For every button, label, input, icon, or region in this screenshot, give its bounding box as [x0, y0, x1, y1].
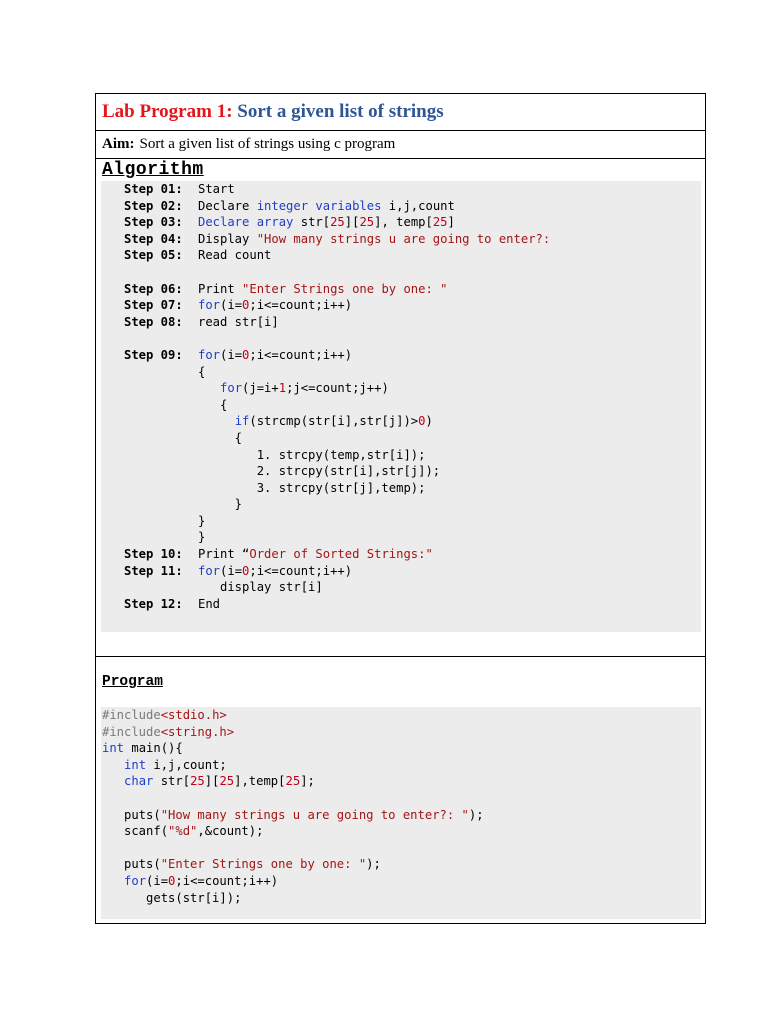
code-token: Print “	[198, 547, 250, 562]
code-token: Read count	[198, 248, 272, 263]
code-token: str[	[293, 215, 331, 230]
page-title	[96, 94, 705, 131]
code-token: i,j,count	[381, 198, 455, 213]
program-section	[96, 657, 705, 924]
code-token: int	[102, 741, 125, 756]
code-line	[102, 724, 484, 741]
code-token: ]	[447, 215, 455, 230]
step-text	[198, 181, 235, 198]
code-token: ;j<=count;j++)	[286, 381, 389, 396]
code-line	[102, 823, 484, 840]
code-token: for	[124, 873, 147, 888]
code-line	[102, 840, 484, 857]
algorithm-step	[96, 198, 550, 215]
algorithm-step	[96, 430, 550, 447]
step-text	[198, 546, 433, 563]
code-token: 3. strcpy(str[j],temp);	[198, 480, 426, 495]
algorithm-step	[96, 529, 550, 546]
code-token: int	[124, 757, 147, 772]
step-label	[96, 380, 198, 397]
code-line	[102, 790, 484, 807]
algorithm-step	[96, 364, 550, 381]
step-label	[96, 579, 198, 596]
step-text	[198, 480, 425, 497]
code-line	[102, 856, 484, 873]
code-token: 0	[242, 298, 250, 313]
code-token: #include	[102, 724, 161, 739]
algorithm-step	[96, 546, 550, 563]
code-token: {	[198, 430, 243, 445]
code-token: (i=	[220, 298, 243, 313]
code-line	[102, 873, 484, 890]
step-label: Step 05:	[124, 248, 183, 263]
algorithm-heading: Algorithm	[102, 160, 204, 180]
code-token: );	[366, 857, 381, 872]
code-token: 1. strcpy(temp,str[i]);	[198, 447, 426, 462]
code-token: 0	[168, 873, 176, 888]
step-label	[96, 447, 198, 464]
code-token: Print	[198, 281, 243, 296]
algorithm-step	[96, 181, 550, 198]
step-text	[198, 596, 220, 613]
algorithm-step	[96, 579, 550, 596]
code-token: for	[220, 381, 243, 396]
step-label: Step 10:	[124, 547, 183, 562]
aim-text: Sort a given list of strings using c program	[139, 136, 396, 152]
code-token: Display	[198, 231, 257, 246]
code-token: {	[198, 397, 228, 412]
code-token: ];	[300, 774, 315, 789]
algorithm-step	[96, 264, 550, 281]
lab-document	[95, 93, 706, 924]
title-colon: :	[226, 101, 238, 122]
code-token: (i=	[220, 347, 243, 362]
code-token: 25	[190, 774, 205, 789]
code-token: ][	[204, 774, 220, 789]
step-label	[96, 513, 198, 530]
step-text	[198, 413, 433, 430]
code-token: 2. strcpy(str[i],str[j]);	[198, 464, 441, 479]
algorithm-step	[96, 281, 550, 298]
step-text	[198, 297, 352, 314]
code-token: (i=	[220, 563, 243, 578]
code-token: ;i<=count;i++)	[249, 298, 353, 313]
code-token: }	[198, 513, 206, 528]
algorithm-step	[96, 413, 550, 430]
code-token: 1	[278, 381, 287, 396]
code-line	[102, 773, 484, 790]
step-label	[96, 496, 198, 513]
step-label	[96, 397, 198, 414]
step-label: Step 08:	[124, 314, 183, 329]
step-text	[198, 397, 227, 414]
step-text	[198, 198, 455, 215]
step-text	[198, 247, 271, 264]
code-token: gets(str[i]);	[102, 890, 242, 905]
algorithm-step	[96, 513, 550, 530]
code-token: "Enter Strings one by one: "	[242, 281, 448, 296]
step-label	[96, 330, 198, 347]
code-token: ,&count);	[197, 824, 264, 839]
step-text	[198, 529, 205, 546]
code-token: puts(	[102, 807, 161, 822]
code-token: Start	[198, 182, 235, 196]
code-block	[102, 707, 484, 906]
code-token: i,j,count;	[146, 757, 227, 772]
code-token: display str[i]	[198, 580, 323, 595]
step-label: Step 04:	[124, 231, 183, 246]
algorithm-step	[96, 214, 550, 231]
code-token: (j=i+	[242, 381, 279, 396]
aim-label: Aim:	[102, 136, 135, 152]
code-line	[102, 707, 484, 724]
step-text	[198, 496, 242, 513]
code-token: (i=	[146, 873, 169, 888]
code-token: {	[198, 364, 206, 379]
code-token: if	[234, 414, 250, 429]
code-token: str[	[153, 774, 191, 789]
code-token: ;i<=count;i++)	[175, 873, 279, 888]
step-label	[96, 364, 198, 381]
algorithm-step	[96, 330, 550, 347]
step-text	[198, 447, 425, 464]
code-token: ], temp[	[374, 215, 433, 230]
code-token: );	[468, 807, 484, 822]
step-text	[198, 214, 455, 231]
code-token: <stdio.h>	[160, 708, 227, 722]
algorithm-step	[96, 247, 550, 264]
code-token: char	[124, 774, 154, 789]
code-token: Order of Sorted Strings:"	[249, 547, 433, 562]
step-label	[96, 413, 198, 430]
algorithm-step	[96, 480, 550, 497]
code-token: puts(	[102, 857, 161, 872]
code-token: End	[198, 596, 221, 611]
code-token: "How many strings u are going to enter?:	[256, 231, 551, 246]
code-token: scanf(	[102, 824, 169, 839]
code-token: integer variables	[256, 198, 382, 213]
step-text	[198, 563, 352, 580]
title-prefix: Lab Program 1	[102, 101, 227, 122]
code-token: 25	[359, 215, 375, 230]
code-token: }	[198, 530, 206, 545]
step-label: Step 11:	[124, 563, 183, 578]
code-token: 25	[285, 774, 301, 789]
code-token: main(){	[124, 741, 183, 756]
code-token: 0	[418, 414, 426, 429]
algorithm-step	[96, 397, 550, 414]
step-label	[96, 529, 198, 546]
step-label: Step 03:	[124, 215, 183, 230]
algorithm-step	[96, 563, 550, 580]
step-label	[96, 430, 198, 447]
code-token	[198, 414, 235, 428]
step-text	[198, 430, 242, 447]
algorithm-step	[96, 231, 550, 248]
code-token: "%d"	[168, 824, 198, 839]
step-text	[198, 231, 550, 248]
code-token: (strcmp(str[i],str[j])>	[249, 414, 419, 429]
code-token: ;i<=count;i++)	[249, 563, 353, 578]
aim-row	[96, 131, 705, 159]
algorithm-section	[96, 159, 705, 657]
code-token: "Enter Strings one by one: "	[160, 857, 367, 872]
code-token: 25	[219, 774, 235, 789]
step-label: Step 07:	[124, 298, 183, 313]
code-line	[102, 757, 484, 774]
code-token: 25	[330, 215, 345, 230]
code-line	[102, 807, 484, 824]
code-token	[102, 874, 124, 888]
program-heading: Program	[102, 674, 163, 690]
code-token: ],temp[	[234, 774, 286, 789]
algorithm-step	[96, 314, 550, 331]
step-text	[198, 513, 205, 530]
step-label	[96, 463, 198, 480]
code-line	[102, 740, 484, 757]
code-token: 25	[432, 215, 448, 230]
algorithm-step	[96, 463, 550, 480]
algorithm-step	[96, 496, 550, 513]
code-token: }	[198, 497, 243, 512]
code-token: 0	[242, 347, 250, 362]
title-text: Sort a given list of strings	[237, 101, 444, 122]
code-line	[102, 890, 484, 907]
step-text	[198, 314, 279, 331]
code-token: Declare	[198, 198, 257, 213]
algorithm-step	[96, 380, 550, 397]
step-text	[198, 281, 447, 298]
algorithm-steps	[96, 181, 550, 612]
step-label: Step 12:	[124, 596, 183, 611]
code-token: for	[198, 563, 221, 578]
code-token	[102, 774, 124, 788]
step-label: Step 06:	[124, 281, 183, 296]
step-label: Step 02:	[124, 198, 183, 213]
code-token: "How many strings u are going to enter?: "	[160, 807, 469, 822]
code-token: <string.h>	[160, 724, 235, 739]
step-text	[198, 579, 323, 596]
code-token: ;i<=count;i++)	[249, 347, 353, 362]
step-label	[96, 264, 198, 281]
code-token	[198, 381, 220, 395]
step-text	[198, 347, 352, 364]
code-token: Declare array	[198, 215, 294, 230]
code-token: 0	[242, 563, 250, 578]
step-text	[198, 380, 389, 397]
algorithm-step	[96, 297, 550, 314]
code-token: )	[425, 414, 433, 429]
algorithm-step	[96, 347, 550, 364]
algorithm-step	[96, 596, 550, 613]
code-token: for	[198, 298, 221, 313]
code-token: #include	[102, 708, 161, 722]
code-token: read str[i]	[198, 314, 279, 329]
code-token: ][	[344, 215, 360, 230]
step-label: Step 09:	[124, 347, 183, 362]
step-label	[96, 480, 198, 497]
step-text	[198, 364, 205, 381]
step-label: Step 01:	[124, 182, 183, 196]
code-token: for	[198, 347, 221, 362]
step-text	[198, 463, 440, 480]
algorithm-step	[96, 447, 550, 464]
code-token	[102, 758, 124, 772]
